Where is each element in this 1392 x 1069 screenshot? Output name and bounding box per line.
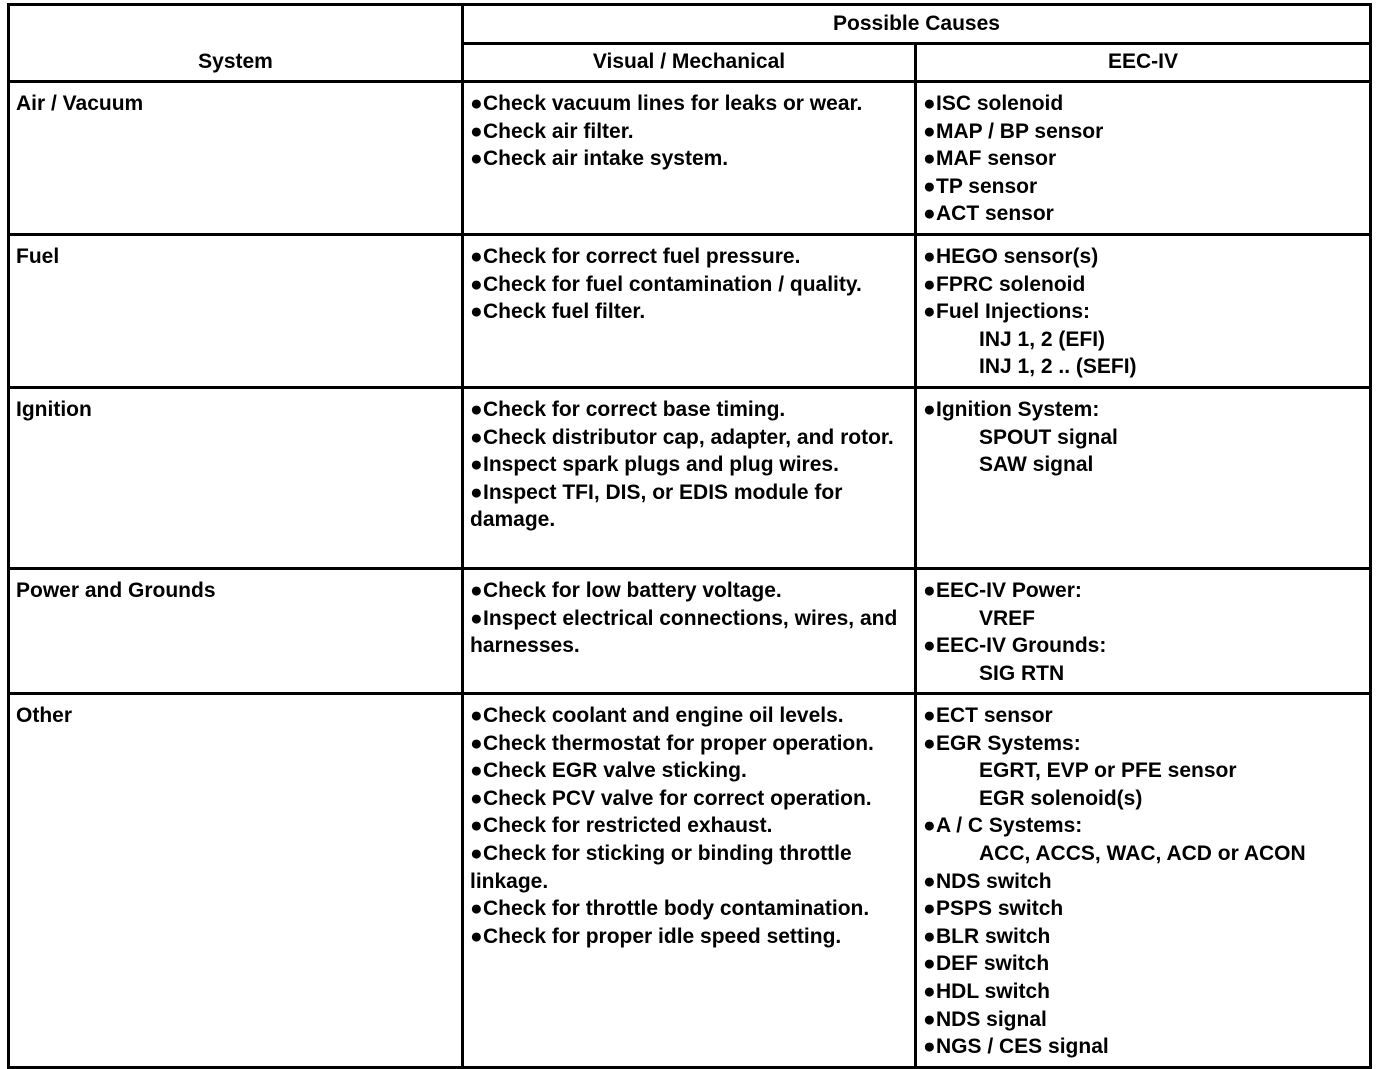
check-item (470, 90, 910, 118)
check-item-text: Check distributor cap, adapter, and rotor. (483, 425, 894, 449)
check-item (470, 840, 910, 895)
eec-subitem: EGR solenoid(s) (979, 786, 1143, 810)
check-item (470, 424, 910, 452)
bullet-icon: ● (923, 174, 936, 198)
check-item-text: Check for throttle body contamination. (483, 897, 870, 921)
check-item (470, 702, 910, 730)
check-item-text: Check for correct fuel pressure. (483, 245, 801, 268)
eec-item (923, 118, 1365, 146)
eec-item (923, 243, 1365, 271)
eec-item (923, 298, 1365, 326)
eec-item-text: NGS / CES signal (936, 1035, 1109, 1059)
visual-mechanical-cell (463, 569, 916, 694)
check-item-text: Check PCV valve for correct operation. (483, 786, 872, 810)
eec-item-text: MAP / BP sensor (936, 119, 1104, 143)
bullet-icon: ● (923, 579, 936, 602)
eec-item-text: FPRC solenoid (936, 272, 1086, 296)
eec-item-text: Ignition System: (936, 398, 1100, 421)
bullet-icon: ● (470, 579, 483, 602)
bullet-icon: ● (923, 1035, 936, 1059)
bullet-icon: ● (470, 425, 483, 449)
eec-item (923, 1033, 1365, 1061)
bullet-icon: ● (923, 147, 936, 171)
check-item-text: Check air intake system. (483, 147, 729, 171)
check-item-text: Check thermostat for proper operation. (483, 731, 874, 755)
eec-subitem: SIG RTN (979, 661, 1065, 685)
check-item (470, 605, 910, 660)
eec-item-text: NDS switch (936, 869, 1052, 893)
eec-item (923, 145, 1365, 173)
check-item (470, 577, 910, 605)
eec-subitem: VREF (979, 606, 1036, 630)
check-item (470, 396, 910, 424)
eec-item (923, 271, 1365, 299)
check-item (470, 812, 910, 840)
eec-item (923, 632, 1365, 660)
table-row (9, 82, 1371, 235)
check-item (470, 145, 910, 173)
eec-iv-cell (916, 82, 1371, 235)
eec-item-text: Fuel Injections: (936, 300, 1091, 324)
eec-iv-cell (916, 569, 1371, 694)
bullet-icon: ● (470, 786, 483, 810)
eec-item-text: BLR switch (936, 924, 1051, 948)
check-item-text: Check vacuum lines for leaks or wear. (483, 92, 863, 115)
check-item (470, 785, 910, 813)
bullet-icon: ● (470, 92, 483, 115)
check-item-text: Check for fuel contamination / quality. (483, 272, 862, 296)
eec-item-text: TP sensor (936, 174, 1038, 198)
system-cell: Fuel (9, 235, 463, 388)
eec-item-text: HDL switch (936, 979, 1050, 1003)
eec-item (923, 200, 1365, 228)
check-item-text: Inspect TFI, DIS, or EDIS module for damage. (470, 480, 843, 532)
eec-item-text: EEC-IV Power: (936, 579, 1082, 602)
check-item (470, 479, 910, 534)
bullet-icon: ● (470, 897, 483, 921)
visual-mechanical-cell (463, 82, 916, 235)
eec-subitem: INJ 1, 2 .. (SEFI) (979, 355, 1137, 379)
bullet-icon: ● (470, 147, 483, 171)
check-item-text: Check for proper idle speed setting. (483, 924, 842, 948)
bullet-icon: ● (923, 119, 936, 143)
eec-subitem: INJ 1, 2 (EFI) (979, 327, 1106, 351)
eec-item-text: MAF sensor (936, 147, 1057, 171)
check-item-text: Check EGR valve sticking. (483, 759, 747, 783)
eec-iv-cell (916, 694, 1371, 1068)
possible-causes-table (7, 3, 1372, 1069)
header-eec-iv: EEC-IV (916, 43, 1371, 82)
eec-subitem: EGRT, EVP or PFE sensor (979, 759, 1237, 783)
check-item-text: Check for restricted exhaust. (483, 814, 773, 838)
bullet-icon: ● (923, 245, 936, 268)
eec-subitem: SAW signal (979, 453, 1094, 477)
eec-item-text: ISC solenoid (936, 92, 1064, 115)
header-visual-mechanical: Visual / Mechanical (463, 43, 916, 82)
bullet-icon: ● (923, 979, 936, 1003)
bullet-icon: ● (923, 897, 936, 921)
bullet-icon: ● (470, 245, 483, 268)
eec-item-text: HEGO sensor(s) (936, 245, 1099, 268)
bullet-icon: ● (470, 272, 483, 296)
eec-item-text: ECT sensor (936, 704, 1053, 727)
eec-iv-cell (916, 388, 1371, 569)
system-cell: Other (9, 694, 463, 1068)
bullet-icon: ● (470, 814, 483, 838)
check-item-text: Check for low battery voltage. (483, 579, 782, 602)
eec-item (923, 812, 1365, 840)
bullet-icon: ● (470, 606, 483, 630)
eec-item (923, 730, 1365, 758)
bullet-icon: ● (470, 398, 483, 421)
table-header (9, 5, 1371, 82)
eec-item (923, 950, 1365, 978)
visual-mechanical-cell (463, 388, 916, 569)
eec-item-text: A / C Systems: (936, 814, 1083, 838)
bullet-icon: ● (923, 731, 936, 755)
eec-iv-cell (916, 235, 1371, 388)
visual-mechanical-cell (463, 694, 916, 1068)
system-cell: Power and Grounds (9, 569, 463, 694)
bullet-icon: ● (923, 300, 936, 324)
check-item-text: Inspect electrical connections, wires, and harnesses. (470, 606, 898, 658)
check-item-text: Check coolant and engine oil levels. (483, 704, 844, 727)
bullet-icon: ● (923, 952, 936, 976)
eec-subitem: SPOUT signal (979, 425, 1118, 449)
bullet-icon: ● (923, 869, 936, 893)
system-cell: Air / Vacuum (9, 82, 463, 235)
bullet-icon: ● (470, 841, 483, 865)
table-row (9, 694, 1371, 1068)
bullet-icon: ● (923, 92, 936, 115)
check-item (470, 923, 910, 951)
bullet-icon: ● (923, 814, 936, 838)
bullet-icon: ● (470, 759, 483, 783)
bullet-icon: ● (923, 1007, 936, 1031)
bullet-icon: ● (470, 731, 483, 755)
check-item-text: Check for sticking or binding throttle linkage. (470, 841, 852, 893)
table-body (9, 82, 1371, 1068)
bullet-icon: ● (923, 924, 936, 948)
header-possible-causes: Possible Causes (463, 5, 1371, 44)
eec-item (923, 923, 1365, 951)
eec-item-text: PSPS switch (936, 897, 1064, 921)
bullet-icon: ● (470, 300, 483, 324)
eec-item (923, 702, 1365, 730)
check-item (470, 895, 910, 923)
check-item-text: Check fuel filter. (483, 300, 646, 324)
eec-item-text: EGR Systems: (936, 731, 1081, 755)
eec-item-text: DEF switch (936, 952, 1050, 976)
eec-item (923, 90, 1365, 118)
eec-item (923, 978, 1365, 1006)
bullet-icon: ● (923, 634, 936, 658)
check-item (470, 271, 910, 299)
eec-item (923, 895, 1365, 923)
check-item-text: Check for correct base timing. (483, 398, 786, 421)
check-item (470, 118, 910, 146)
check-item (470, 730, 910, 758)
check-item (470, 243, 910, 271)
bullet-icon: ● (923, 704, 936, 727)
header-system: System (9, 5, 463, 82)
table-row (9, 388, 1371, 569)
eec-item-text: NDS signal (936, 1007, 1047, 1031)
check-item (470, 757, 910, 785)
eec-item-text: ACT sensor (936, 202, 1054, 226)
check-item (470, 451, 910, 479)
visual-mechanical-cell (463, 235, 916, 388)
check-item-text: Inspect spark plugs and plug wires. (483, 453, 839, 477)
bullet-icon: ● (470, 453, 483, 477)
bullet-icon: ● (923, 272, 936, 296)
table-row (9, 569, 1371, 694)
eec-subitem: ACC, ACCS, WAC, ACD or ACON (979, 841, 1306, 865)
check-item (470, 298, 910, 326)
bullet-icon: ● (923, 202, 936, 226)
eec-item (923, 868, 1365, 896)
system-cell: Ignition (9, 388, 463, 569)
eec-item-text: EEC-IV Grounds: (936, 634, 1107, 658)
bullet-icon: ● (470, 704, 483, 727)
eec-item (923, 396, 1365, 424)
eec-item (923, 173, 1365, 201)
eec-item (923, 1006, 1365, 1034)
eec-item (923, 577, 1365, 605)
bullet-icon: ● (470, 480, 483, 504)
check-item-text: Check air filter. (483, 119, 634, 143)
bullet-icon: ● (923, 398, 936, 421)
bullet-icon: ● (470, 119, 483, 143)
table-row (9, 235, 1371, 388)
bullet-icon: ● (470, 924, 483, 948)
